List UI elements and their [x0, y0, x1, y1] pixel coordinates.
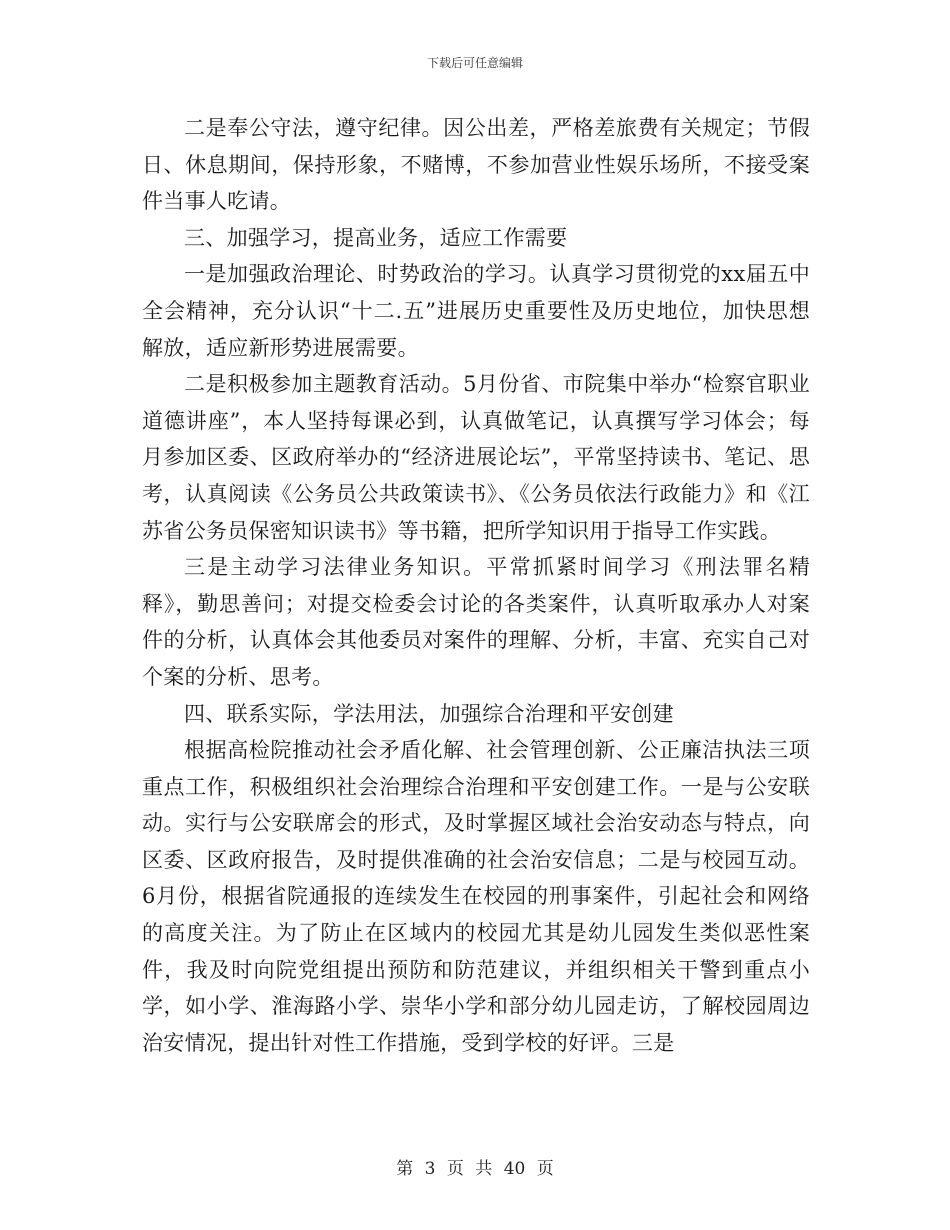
paragraph-legal-knowledge: 三是主动学习法律业务知识。平常抓紧时间学习《刑法罪名精释》，勤思善问；对提交检委会讨论的各类案件，认真听取承办人对案件的分析，认真体会其他委员对案件的理解、分析，丰富、充实自己对个案的分析、思考。: [142, 555, 810, 689]
section-heading-study: 三、加强学习，提高业务，适应工作需要: [184, 225, 568, 250]
section-heading-practice: 四、联系实际，学法用法，加强综合治理和平安创建: [184, 701, 674, 726]
paragraph-discipline: 二是奉公守法，遵守纪律。因公出差，严格差旅费有关规定；节假日、休息期间，保持形象，不赌博，不参加营业性娱乐场所，不接受案件当事人吃请。: [142, 116, 810, 214]
paragraph-theme-education: 二是积极参加主题教育活动。5月份省、市院集中举办“检察官职业道德讲座”，本人坚持每课必到，认真做笔记，认真撰写学习体会；每月参加区委、区政府举办的“经济进展论坛”，平常坚持读书、笔记、思考，认真阅读《公务员公共政策读书》、《公务员依法行政能力》和《江苏省公务员保密知识读书》等书籍，把所学知识用于指导工作实践。: [142, 372, 810, 543]
page-number: 第 3 页 共 40 页: [396, 1159, 554, 1179]
paragraph-political-study: 一是加强政治理论、时势政治的学习。认真学习贯彻党的xx届五中全会精神，充分认识“十二.五”进展历史重要性及历史地位，加快思想解放，适应新形势进展需要。: [142, 262, 810, 360]
page-header-note: 下载后可任意编辑: [426, 56, 523, 70]
paragraph-comprehensive-governance: 根据高检院推动社会矛盾化解、社会管理创新、公正廉洁执法三项重点工作，积极组织社会治理综合治理和平安创建工作。一是与公安联动。实行与公安联席会的形式，及时掌握区域社会治安动态与特点，向区委、区政府报告，及时提供准确的社会治安信息；二是与校园互动。6月份，根据省院通报的连续发生在校园的刑事案件，引起社会和网络的高度关注。为了防止在区域内的校园尤其是幼儿园发生类似恶性案件，我及时向院党组提出预防和防范建议，并组织相关干警到重点小学，如小学、淮海路小学、崇华小学和部分幼儿园走访，了解校园周边治安情况，提出针对性工作措施，受到学校的好评。三是: [142, 738, 810, 1055]
document-body: [142, 110, 810, 1061]
